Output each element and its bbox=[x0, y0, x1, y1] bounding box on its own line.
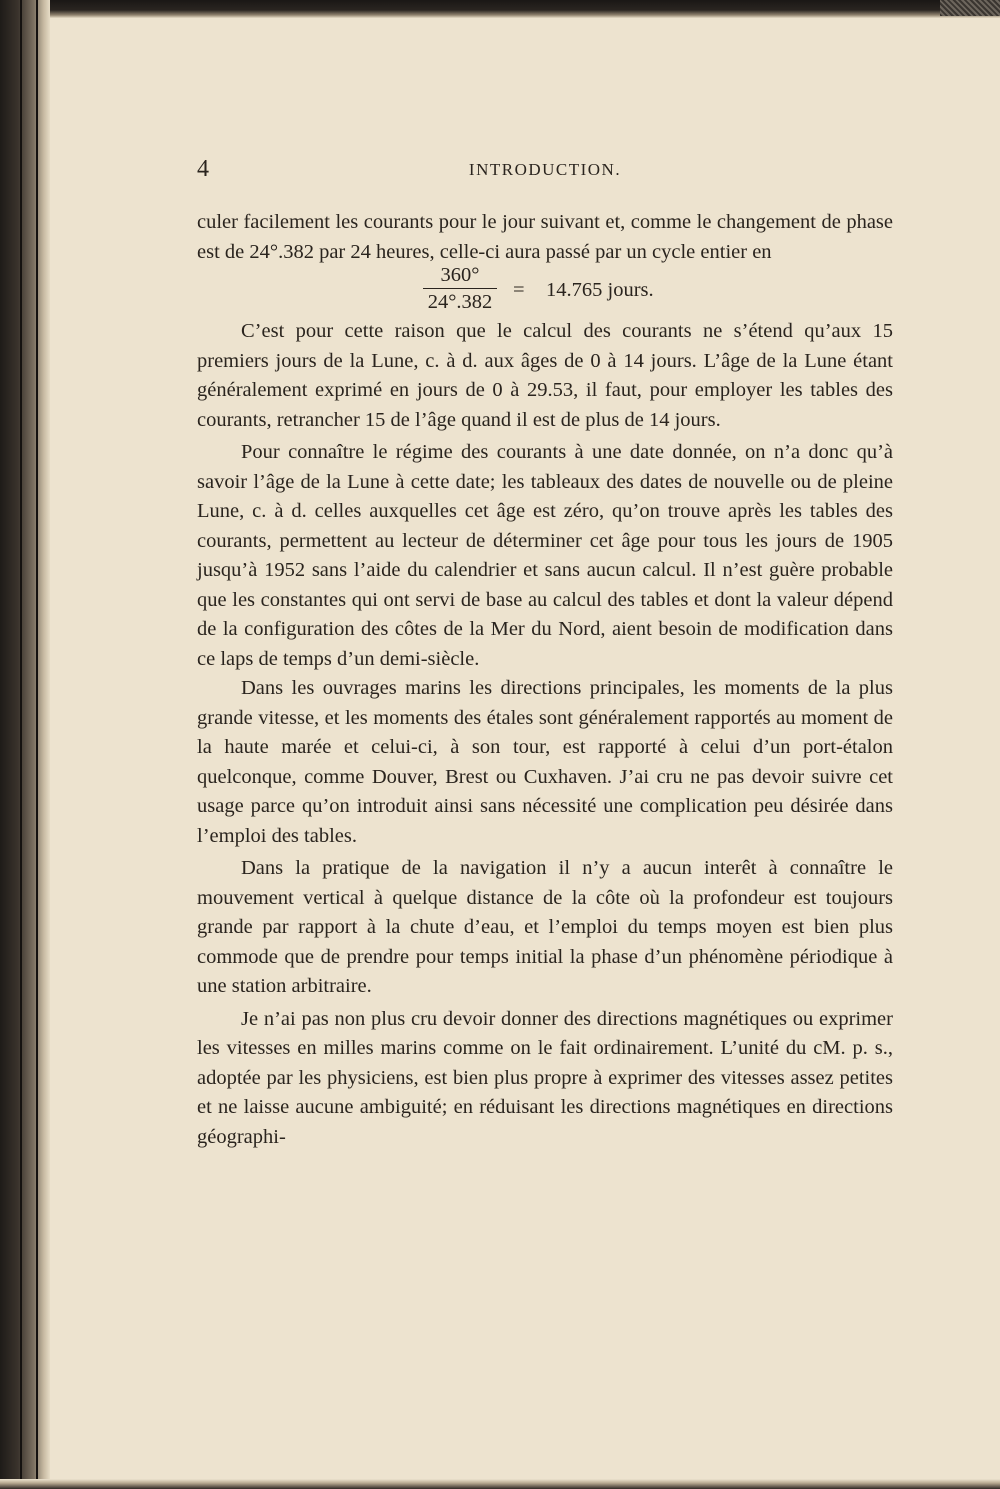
running-head: INTRODUCTION. bbox=[468, 160, 622, 179]
corner-mark bbox=[940, 0, 1000, 16]
top-edge bbox=[50, 0, 1000, 18]
paragraph-5: Dans la pratique de la navigation il n’y a aucun interêt à connaître le mouvement vertical à quelque distance de la côte où la profondeur est toujours grande par rapport à la chute d’eau, et l’emploi du temps moyen est bien plus commode que de prendre pour temps initial la phase d’un phénomène périodique à une station arbitraire. bbox=[197, 857, 893, 997]
paragraph-4: Dans les ouvrages marins les directions principales, les moments de la plus grande vitesse, et les moments des étales sont généralement rapportés au moment de la haute marée et celui-ci, à son tour, est rapporté à celui d’un port-étalon quelconque, comme Douver, Brest ou Cuxhaven. J’ai cru ne pas devoir suivre cet usage parce qu’on introduit ainsi sans nécessité une complication peu désirée dans l’emploi des tables. bbox=[197, 677, 893, 847]
fraction-denominator: 24°.382 bbox=[427, 291, 493, 313]
page-header bbox=[197, 152, 893, 192]
equals-sign: = bbox=[513, 279, 525, 301]
page-number: 4 bbox=[197, 156, 209, 182]
body-text bbox=[197, 208, 893, 1152]
fraction-numerator: 360° bbox=[423, 263, 497, 289]
paragraph-6: Je n’ai pas non plus cru devoir donner des directions magnétiques ou exprimer les vitesses en milles marins comme on le fait ordinairement. L’unité du cM. p. s., adoptée par les physiciens, est bien plus propre à exprimer des vitesses assez petites et ne laisse aucune ambiguité; en réduisant les directions magnétiques en directions géographi- bbox=[197, 1007, 893, 1148]
paragraph-3: Pour connaître le régime des courants à une date donnée, on n’a donc qu’à savoir l’âge de la Lune à cette date; les tableaux des dates de nouvelle ou de pleine Lune, c. à d. celles auxquelles cet âge est zéro, qu’on trouve après les tables des courants, permettent au lecteur de déterminer cet âge pour tous les jours de 1905 jusqu’à 1952 sans l’aide du calendrier et sans aucun calcul. Il n’est guère probable que les constantes qui ont servi de base au calcul des tables et dont la valeur dépend de la configuration des côtes de la Mer du Nord, aient besoin de modification dans ce laps de temps d’un demi-siècle. bbox=[197, 441, 893, 670]
binding-gutter bbox=[0, 0, 50, 1489]
gutter-line bbox=[36, 0, 38, 1489]
fraction bbox=[423, 263, 497, 314]
formula bbox=[197, 263, 893, 315]
paragraph-1: culer facilement les courants pour le jour suivant et, comme le changement de phase est de 24°.382 par 24 heures, celle-ci aura passé par un cycle entier en bbox=[197, 211, 893, 263]
bottom-edge bbox=[0, 1479, 1000, 1489]
gutter-line bbox=[20, 0, 22, 1489]
paragraph-2: C’est pour cette raison que le calcul des courants ne s’étend qu’aux 15 premiers jours de la Lune, c. à d. aux âges de 0 à 14 jours. L’âge de la Lune étant généralement exprimé en jours de 0 à 29.53, il faut, pour employer les tables des courants, retrancher 15 de l’âge quand il est de plus de 14 jours. bbox=[197, 320, 893, 431]
formula-result: 14.765 jours. bbox=[546, 279, 654, 301]
